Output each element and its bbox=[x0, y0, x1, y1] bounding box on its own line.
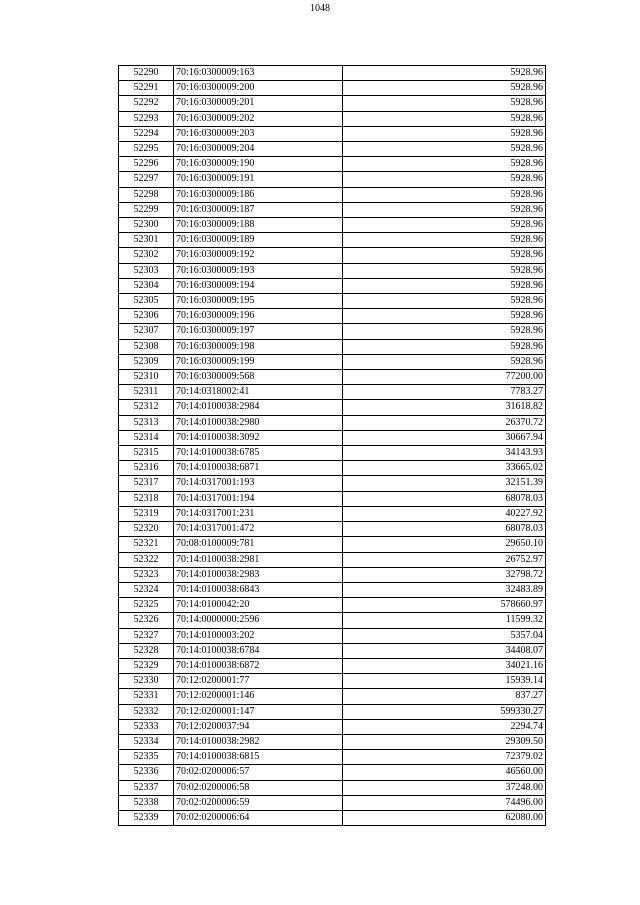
cadastral-number-cell: 70:02:0200006:57 bbox=[174, 765, 343, 780]
cadastral-value-cell: 68078.03 bbox=[343, 522, 546, 537]
table-row bbox=[119, 339, 546, 354]
row-number-cell: 52307 bbox=[119, 324, 174, 339]
cadastral-number-cell: 70:16:0300009:203 bbox=[174, 126, 343, 141]
row-number-cell: 52300 bbox=[119, 218, 174, 233]
row-number-cell: 52304 bbox=[119, 278, 174, 293]
table-row bbox=[119, 172, 546, 187]
row-number-cell: 52332 bbox=[119, 704, 174, 719]
cadastral-number-cell: 70:12:0200001:146 bbox=[174, 689, 343, 704]
row-number-cell: 52297 bbox=[119, 172, 174, 187]
cadastral-value-cell: 5928.96 bbox=[343, 202, 546, 217]
cadastral-number-cell: 70:16:0300009:193 bbox=[174, 263, 343, 278]
cadastral-number-cell: 70:14:0100003:202 bbox=[174, 628, 343, 643]
cadastral-number-cell: 70:14:0317001:194 bbox=[174, 491, 343, 506]
cadastral-number-cell: 70:14:0100038:6843 bbox=[174, 582, 343, 597]
cadastral-value-cell: 599330.27 bbox=[343, 704, 546, 719]
cadastral-value-cell: 29309.50 bbox=[343, 734, 546, 749]
cadastral-value-cell: 5928.96 bbox=[343, 81, 546, 96]
cadastral-number-cell: 70:16:0300009:568 bbox=[174, 370, 343, 385]
cadastral-value-cell: 32151.39 bbox=[343, 476, 546, 491]
row-number-cell: 52339 bbox=[119, 810, 174, 825]
table-row bbox=[119, 111, 546, 126]
cadastral-value-cell: 5928.96 bbox=[343, 126, 546, 141]
row-number-cell: 52320 bbox=[119, 522, 174, 537]
table-row bbox=[119, 385, 546, 400]
cadastral-value-cell: 5928.96 bbox=[343, 187, 546, 202]
cadastral-value-cell: 34143.93 bbox=[343, 446, 546, 461]
cadastral-value-cell: 7783.27 bbox=[343, 385, 546, 400]
cadastral-number-cell: 70:02:0200006:64 bbox=[174, 810, 343, 825]
cadastral-number-cell: 70:14:0100038:6815 bbox=[174, 750, 343, 765]
table-row bbox=[119, 446, 546, 461]
cadastral-number-cell: 70:16:0300009:194 bbox=[174, 278, 343, 293]
cadastral-value-cell: 72379.02 bbox=[343, 750, 546, 765]
table-row bbox=[119, 567, 546, 582]
cadastral-number-cell: 70:02:0200006:58 bbox=[174, 780, 343, 795]
cadastral-number-cell: 70:14:0100038:2982 bbox=[174, 734, 343, 749]
cadastral-value-cell: 5357.04 bbox=[343, 628, 546, 643]
cadastral-number-cell: 70:12:0200001:77 bbox=[174, 674, 343, 689]
table-row bbox=[119, 354, 546, 369]
table-row bbox=[119, 537, 546, 552]
cadastral-number-cell: 70:14:0100038:2984 bbox=[174, 400, 343, 415]
table-row bbox=[119, 278, 546, 293]
cadastral-number-cell: 70:14:0317001:193 bbox=[174, 476, 343, 491]
cadastral-value-cell: 26370.72 bbox=[343, 415, 546, 430]
cadastral-number-cell: 70:08:0100009:781 bbox=[174, 537, 343, 552]
cadastral-value-cell: 5928.96 bbox=[343, 172, 546, 187]
cadastral-number-cell: 70:16:0300009:196 bbox=[174, 309, 343, 324]
row-number-cell: 52327 bbox=[119, 628, 174, 643]
cadastral-value-cell: 5928.96 bbox=[343, 142, 546, 157]
cadastral-value-cell: 32483.89 bbox=[343, 582, 546, 597]
table-row bbox=[119, 248, 546, 263]
table-row bbox=[119, 780, 546, 795]
table-row bbox=[119, 66, 546, 81]
cadastral-number-cell: 70:16:0300009:187 bbox=[174, 202, 343, 217]
cadastral-value-cell: 5928.96 bbox=[343, 96, 546, 111]
row-number-cell: 52293 bbox=[119, 111, 174, 126]
row-number-cell: 52299 bbox=[119, 202, 174, 217]
cadastral-value-cell: 15939.14 bbox=[343, 674, 546, 689]
row-number-cell: 52337 bbox=[119, 780, 174, 795]
table-row bbox=[119, 96, 546, 111]
row-number-cell: 52292 bbox=[119, 96, 174, 111]
row-number-cell: 52319 bbox=[119, 506, 174, 521]
row-number-cell: 52303 bbox=[119, 263, 174, 278]
table-row bbox=[119, 734, 546, 749]
row-number-cell: 52312 bbox=[119, 400, 174, 415]
row-number-cell: 52329 bbox=[119, 658, 174, 673]
cadastral-value-cell: 5928.96 bbox=[343, 278, 546, 293]
row-number-cell: 52321 bbox=[119, 537, 174, 552]
row-number-cell: 52301 bbox=[119, 233, 174, 248]
cadastral-number-cell: 70:14:0100038:6784 bbox=[174, 643, 343, 658]
table-row bbox=[119, 491, 546, 506]
cadastral-value-cell: 34021.16 bbox=[343, 658, 546, 673]
cadastral-number-cell: 70:14:0100038:6871 bbox=[174, 461, 343, 476]
table-row bbox=[119, 598, 546, 613]
cadastral-value-cell: 5928.96 bbox=[343, 111, 546, 126]
cadastral-value-cell: 5928.96 bbox=[343, 309, 546, 324]
cadastral-number-cell: 70:14:0318002:41 bbox=[174, 385, 343, 400]
cadastral-value-cell: 5928.96 bbox=[343, 157, 546, 172]
table-row bbox=[119, 415, 546, 430]
row-number-cell: 52330 bbox=[119, 674, 174, 689]
cadastral-value-cell: 5928.96 bbox=[343, 248, 546, 263]
table-row bbox=[119, 142, 546, 157]
table-row bbox=[119, 309, 546, 324]
table-row bbox=[119, 810, 546, 825]
row-number-cell: 52296 bbox=[119, 157, 174, 172]
table-row bbox=[119, 202, 546, 217]
row-number-cell: 52338 bbox=[119, 795, 174, 810]
cadastral-number-cell: 70:14:0100038:6872 bbox=[174, 658, 343, 673]
cadastral-value-cell: 5928.96 bbox=[343, 233, 546, 248]
table-row bbox=[119, 628, 546, 643]
cadastral-value-cell: 5928.96 bbox=[343, 218, 546, 233]
cadastral-value-table bbox=[118, 65, 546, 826]
row-number-cell: 52291 bbox=[119, 81, 174, 96]
table-row bbox=[119, 506, 546, 521]
table-row bbox=[119, 157, 546, 172]
cadastral-number-cell: 70:12:0200001:147 bbox=[174, 704, 343, 719]
cadastral-value-cell: 5928.96 bbox=[343, 66, 546, 81]
page-number: 1048 bbox=[310, 3, 330, 14]
row-number-cell: 52314 bbox=[119, 430, 174, 445]
cadastral-number-cell: 70:16:0300009:195 bbox=[174, 294, 343, 309]
table-row bbox=[119, 719, 546, 734]
cadastral-number-cell: 70:16:0300009:201 bbox=[174, 96, 343, 111]
table-row bbox=[119, 613, 546, 628]
row-number-cell: 52322 bbox=[119, 552, 174, 567]
table-row bbox=[119, 674, 546, 689]
row-number-cell: 52316 bbox=[119, 461, 174, 476]
table-row bbox=[119, 704, 546, 719]
row-number-cell: 52333 bbox=[119, 719, 174, 734]
table-row bbox=[119, 461, 546, 476]
table-row bbox=[119, 324, 546, 339]
cadastral-value-cell: 11599.32 bbox=[343, 613, 546, 628]
cadastral-number-cell: 70:16:0300009:204 bbox=[174, 142, 343, 157]
row-number-cell: 52309 bbox=[119, 354, 174, 369]
row-number-cell: 52331 bbox=[119, 689, 174, 704]
row-number-cell: 52317 bbox=[119, 476, 174, 491]
row-number-cell: 52326 bbox=[119, 613, 174, 628]
row-number-cell: 52335 bbox=[119, 750, 174, 765]
cadastral-value-cell: 32798.72 bbox=[343, 567, 546, 582]
table-row bbox=[119, 81, 546, 96]
row-number-cell: 52308 bbox=[119, 339, 174, 354]
cadastral-value-cell: 74496.00 bbox=[343, 795, 546, 810]
cadastral-number-cell: 70:14:0100038:2980 bbox=[174, 415, 343, 430]
cadastral-value-cell: 29650.10 bbox=[343, 537, 546, 552]
cadastral-value-cell: 5928.96 bbox=[343, 339, 546, 354]
table-row bbox=[119, 552, 546, 567]
row-number-cell: 52295 bbox=[119, 142, 174, 157]
cadastral-number-cell: 70:16:0300009:197 bbox=[174, 324, 343, 339]
cadastral-value-cell: 37248.00 bbox=[343, 780, 546, 795]
row-number-cell: 52311 bbox=[119, 385, 174, 400]
table-row bbox=[119, 233, 546, 248]
cadastral-value-cell: 40227.92 bbox=[343, 506, 546, 521]
cadastral-value-cell: 46560.00 bbox=[343, 765, 546, 780]
cadastral-value-cell: 2294.74 bbox=[343, 719, 546, 734]
row-number-cell: 52328 bbox=[119, 643, 174, 658]
table-row bbox=[119, 750, 546, 765]
cadastral-value-cell: 5928.96 bbox=[343, 324, 546, 339]
row-number-cell: 52318 bbox=[119, 491, 174, 506]
cadastral-number-cell: 70:14:0100038:2983 bbox=[174, 567, 343, 582]
cadastral-value-cell: 33665.02 bbox=[343, 461, 546, 476]
cadastral-number-cell: 70:14:0000000:2596 bbox=[174, 613, 343, 628]
cadastral-value-cell: 68078.03 bbox=[343, 491, 546, 506]
cadastral-number-cell: 70:16:0300009:186 bbox=[174, 187, 343, 202]
cadastral-number-cell: 70:14:0317001:472 bbox=[174, 522, 343, 537]
table-row bbox=[119, 476, 546, 491]
table-row bbox=[119, 795, 546, 810]
cadastral-number-cell: 70:16:0300009:190 bbox=[174, 157, 343, 172]
cadastral-number-cell: 70:16:0300009:163 bbox=[174, 66, 343, 81]
cadastral-value-cell: 5928.96 bbox=[343, 354, 546, 369]
cadastral-number-cell: 70:16:0300009:189 bbox=[174, 233, 343, 248]
cadastral-value-cell: 837.27 bbox=[343, 689, 546, 704]
cadastral-value-cell: 31618.82 bbox=[343, 400, 546, 415]
cadastral-number-cell: 70:16:0300009:188 bbox=[174, 218, 343, 233]
table-row bbox=[119, 263, 546, 278]
cadastral-number-cell: 70:16:0300009:199 bbox=[174, 354, 343, 369]
cadastral-value-cell: 578660.97 bbox=[343, 598, 546, 613]
row-number-cell: 52294 bbox=[119, 126, 174, 141]
cadastral-number-cell: 70:14:0100042:20 bbox=[174, 598, 343, 613]
cadastral-number-cell: 70:14:0100038:2981 bbox=[174, 552, 343, 567]
row-number-cell: 52302 bbox=[119, 248, 174, 263]
cadastral-number-cell: 70:16:0300009:192 bbox=[174, 248, 343, 263]
row-number-cell: 52306 bbox=[119, 309, 174, 324]
row-number-cell: 52325 bbox=[119, 598, 174, 613]
cadastral-number-cell: 70:14:0317001:231 bbox=[174, 506, 343, 521]
table-row bbox=[119, 522, 546, 537]
table-row bbox=[119, 400, 546, 415]
row-number-cell: 52315 bbox=[119, 446, 174, 461]
cadastral-value-cell: 30667.94 bbox=[343, 430, 546, 445]
row-number-cell: 52313 bbox=[119, 415, 174, 430]
cadastral-value-cell: 26752.97 bbox=[343, 552, 546, 567]
cadastral-number-cell: 70:16:0300009:202 bbox=[174, 111, 343, 126]
row-number-cell: 52324 bbox=[119, 582, 174, 597]
row-number-cell: 52334 bbox=[119, 734, 174, 749]
cadastral-number-cell: 70:02:0200006:59 bbox=[174, 795, 343, 810]
table-row bbox=[119, 643, 546, 658]
cadastral-number-cell: 70:12:0200037:94 bbox=[174, 719, 343, 734]
cadastral-number-cell: 70:16:0300009:198 bbox=[174, 339, 343, 354]
table-row bbox=[119, 218, 546, 233]
cadastral-number-cell: 70:16:0300009:200 bbox=[174, 81, 343, 96]
row-number-cell: 52305 bbox=[119, 294, 174, 309]
table-row bbox=[119, 765, 546, 780]
row-number-cell: 52336 bbox=[119, 765, 174, 780]
cadastral-value-cell: 5928.96 bbox=[343, 294, 546, 309]
table-body bbox=[119, 66, 546, 826]
row-number-cell: 52310 bbox=[119, 370, 174, 385]
table-row bbox=[119, 582, 546, 597]
table-row bbox=[119, 187, 546, 202]
row-number-cell: 52298 bbox=[119, 187, 174, 202]
cadastral-number-cell: 70:14:0100038:6785 bbox=[174, 446, 343, 461]
table-row bbox=[119, 294, 546, 309]
cadastral-number-cell: 70:14:0100038:3092 bbox=[174, 430, 343, 445]
cadastral-number-cell: 70:16:0300009:191 bbox=[174, 172, 343, 187]
table-row bbox=[119, 126, 546, 141]
row-number-cell: 52290 bbox=[119, 66, 174, 81]
table-row bbox=[119, 370, 546, 385]
table-row bbox=[119, 658, 546, 673]
cadastral-value-cell: 62080.00 bbox=[343, 810, 546, 825]
table-row bbox=[119, 689, 546, 704]
cadastral-value-cell: 5928.96 bbox=[343, 263, 546, 278]
cadastral-value-cell: 77200.00 bbox=[343, 370, 546, 385]
cadastral-value-cell: 34408.07 bbox=[343, 643, 546, 658]
table-row bbox=[119, 430, 546, 445]
row-number-cell: 52323 bbox=[119, 567, 174, 582]
